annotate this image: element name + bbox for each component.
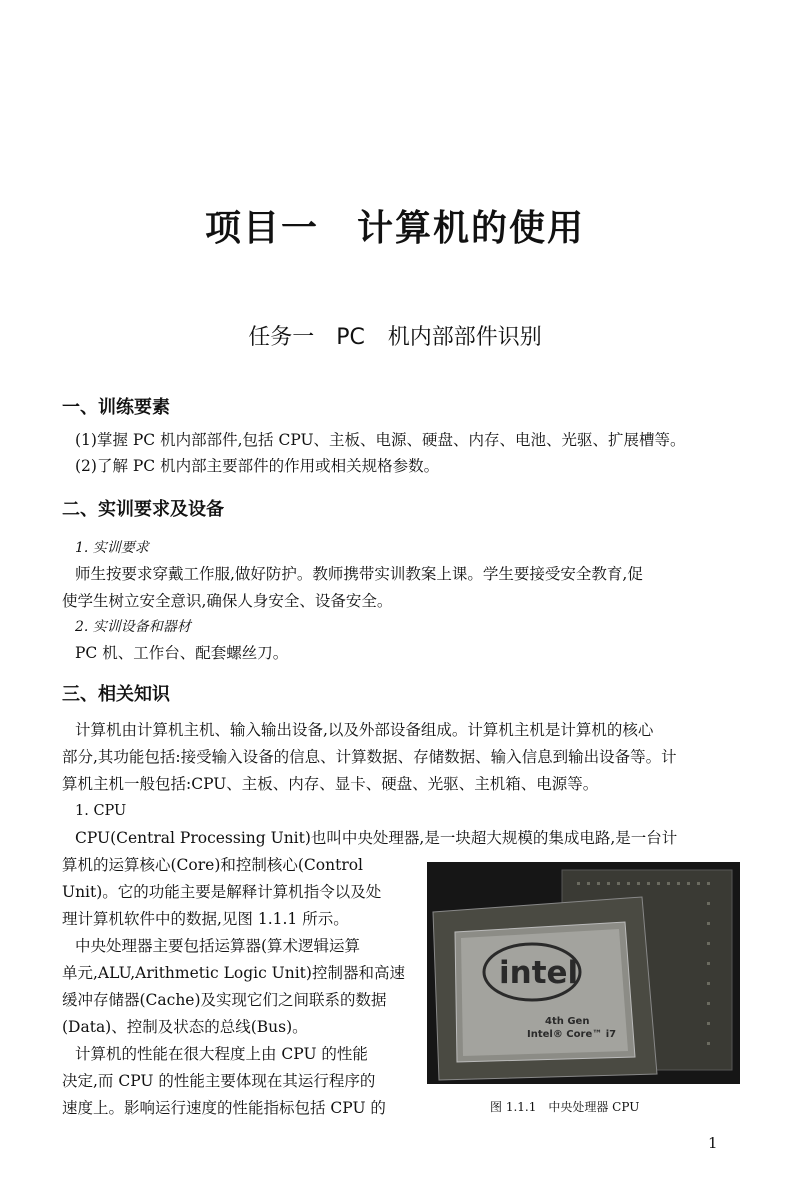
cpu-line-2: 算机的运算核心(Core)和控制核心(Control bbox=[62, 856, 364, 874]
cpu-line-11: 速度上。影响运行速度的性能指标包括 CPU 的 bbox=[62, 1099, 386, 1117]
cpu-line-8: (Data)、控制及状态的总线(Bus)。 bbox=[62, 1018, 308, 1036]
cpu-line-7: 缓冲存储器(Cache)及实现它们之间联系的数据 bbox=[62, 991, 387, 1009]
figure-caption: 图 1.1.1 中央处理器 CPU bbox=[490, 1100, 640, 1114]
task-title: 任务一 PC 机内部部件识别 bbox=[248, 325, 542, 350]
cpu-line-3: Unit)。它的功能主要是解释计算机指令以及处 bbox=[62, 883, 382, 901]
section-heading-knowledge: 三、相关知识 bbox=[62, 684, 170, 705]
section-heading-training: 一、训练要素 bbox=[62, 397, 170, 418]
requirements-line-1: 师生按要求穿戴工作服,做好防护。教师携带实训教案上课。学生要接受安全教育,促 bbox=[75, 565, 643, 583]
equipment-text: PC 机、工作台、配套螺丝刀。 bbox=[75, 644, 289, 662]
cpu-line-4: 理计算机软件中的数据,见图 1.1.1 所示。 bbox=[62, 910, 349, 928]
knowledge-line-2: 部分,其功能包括:接受输入设备的信息、计算数据、存储数据、输入信息到输出设备等。计 bbox=[62, 748, 677, 766]
page-number: 1 bbox=[708, 1134, 718, 1152]
training-item-1: (1)掌握 PC 机内部部件,包括 CPU、主板、电源、硬盘、内存、电池、光驱、扩展槽等。 bbox=[75, 431, 686, 449]
subheading-cpu: 1. CPU bbox=[75, 803, 127, 819]
intel-logo-text: intel bbox=[499, 955, 579, 991]
cpu-illustration bbox=[427, 862, 740, 1084]
cpu-line-1: CPU(Central Processing Unit)也叫中央处理器,是一块超大规模的集成电路,是一台计 bbox=[75, 829, 678, 847]
subheading-equipment: 2. 实训设备和器材 bbox=[75, 619, 191, 635]
knowledge-line-1: 计算机由计算机主机、输入输出设备,以及外部设备组成。计算机主机是计算机的核心 bbox=[75, 721, 654, 739]
cpu-line-6: 单元,ALU,Arithmetic Logic Unit)控制器和高速 bbox=[62, 964, 405, 982]
section-heading-requirements: 二、实训要求及设备 bbox=[62, 499, 224, 520]
requirements-line-2: 使学生树立安全意识,确保人身安全、设备安全。 bbox=[62, 592, 393, 610]
cpu-line-10: 决定,而 CPU 的性能主要体现在其运行程序的 bbox=[62, 1072, 376, 1090]
subheading-requirements: 1. 实训要求 bbox=[75, 540, 149, 556]
cpu-photo bbox=[427, 862, 740, 1084]
training-item-2: (2)了解 PC 机内部主要部件的作用或相关规格参数。 bbox=[75, 457, 440, 475]
knowledge-line-3: 算机主机一般包括:CPU、主板、内存、显卡、硬盘、光驱、主机箱、电源等。 bbox=[62, 775, 599, 793]
cpu-model-text: Intel® Core™ i7 bbox=[527, 1029, 617, 1040]
cpu-line-9: 计算机的性能在很大程度上由 CPU 的性能 bbox=[75, 1045, 368, 1063]
cpu-line-5: 中央处理器主要包括运算器(算术逻辑运算 bbox=[75, 937, 361, 955]
chapter-title: 项目一 计算机的使用 bbox=[204, 208, 585, 249]
cpu-gen-text: 4th Gen bbox=[545, 1016, 590, 1027]
